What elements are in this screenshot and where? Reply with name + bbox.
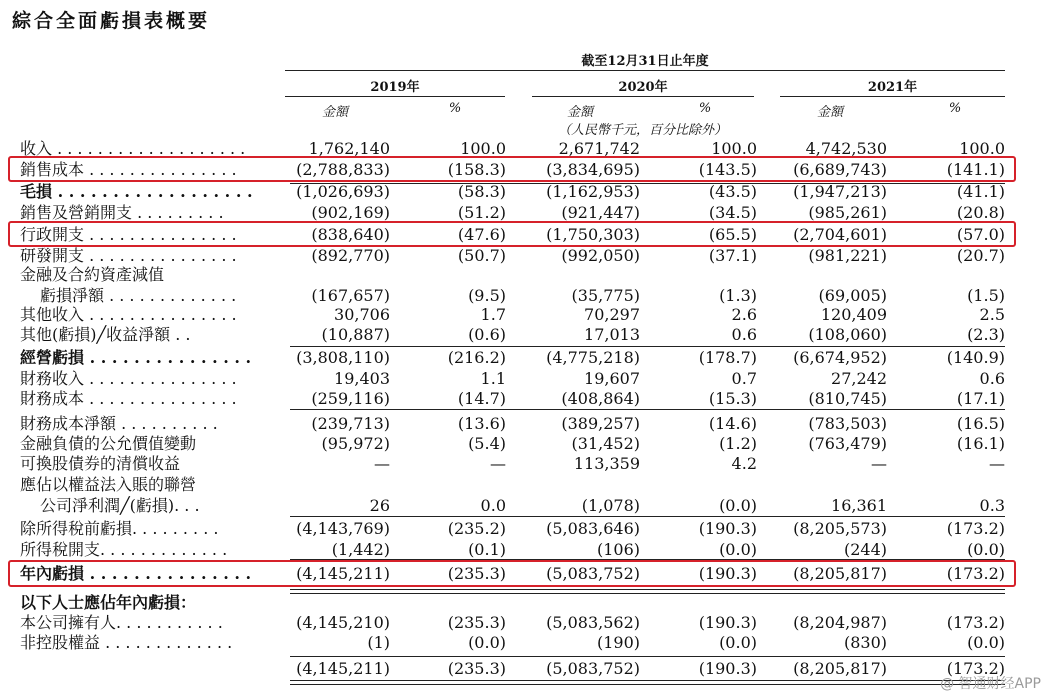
percent-cell: (143.5) <box>698 160 757 179</box>
table-row <box>0 324 1049 345</box>
table-row <box>0 592 1049 613</box>
table-row <box>0 264 1049 285</box>
year-2021-rule <box>780 96 1005 97</box>
percent-cell: (15.3) <box>708 389 757 408</box>
amount-cell: 4,742,530 <box>805 139 887 158</box>
year-2020-rule <box>532 96 754 97</box>
percent-cell: (190.3) <box>698 613 757 632</box>
amount-cell: (106) <box>596 540 640 559</box>
amount-cell: (5,083,752) <box>546 659 640 678</box>
percent-cell: (9.5) <box>468 286 506 305</box>
percent-cell: (173.2) <box>946 659 1005 678</box>
percent-cell: (20.7) <box>956 246 1005 265</box>
amount-cell: (902,169) <box>311 203 390 222</box>
percent-cell: 2.6 <box>731 305 757 324</box>
amount-cell: (35,775) <box>571 286 640 305</box>
percent-cell: (235.2) <box>447 519 506 538</box>
row-label: 應佔以權益法入賬的聯營 <box>20 475 197 494</box>
amount-cell: (3,834,695) <box>546 160 640 179</box>
row-label: 銷售成本 . . . . . . . . . . . . . . . <box>20 160 237 179</box>
amount-cell: (1,026,693) <box>296 182 390 201</box>
row-label: 金融及合約資產減值 <box>20 265 165 284</box>
amount-cell: (10,887) <box>321 325 390 344</box>
percent-cell: (0.0) <box>967 540 1005 559</box>
amount-cell: — <box>871 454 887 473</box>
amount-cell: (69,005) <box>818 286 887 305</box>
subtotal-rule-finance <box>290 409 1005 410</box>
row-label: 其他(虧損)╱收益淨額 . . <box>20 325 191 344</box>
table-row <box>0 453 1049 474</box>
amount-cell: (1,162,953) <box>546 182 640 201</box>
row-label: 非控股權益 . . . . . . . . . . . . . <box>20 633 233 652</box>
table-row <box>0 181 1049 202</box>
amount-cell: (1,947,213) <box>793 182 887 201</box>
amount-cell: (244) <box>843 540 887 559</box>
row-label: 經營虧損 . . . . . . . . . . . . . . . <box>20 348 252 367</box>
percent-cell: 0.7 <box>731 369 757 388</box>
amount-cell: 19,403 <box>334 369 390 388</box>
percent-cell: (173.2) <box>946 613 1005 632</box>
row-label: 本公司擁有人. . . . . . . . . . . <box>20 613 223 632</box>
amount-cell: 17,013 <box>584 325 640 344</box>
year-2019-header: 2019年 <box>370 80 420 95</box>
percent-cell: (1.5) <box>967 286 1005 305</box>
row-label: 可換股債券的清償收益 <box>20 454 181 473</box>
percent-cell: — <box>989 454 1005 473</box>
amount-cell: (1,442) <box>331 540 390 559</box>
percent-cell: 2.5 <box>979 305 1005 324</box>
amount-cell: (981,221) <box>808 246 887 265</box>
table-row <box>0 658 1049 679</box>
table-row <box>0 518 1049 539</box>
table-row <box>0 388 1049 409</box>
percent-cell: 100.0 <box>711 139 757 158</box>
watermark: @ 智通财经APP <box>940 676 1041 692</box>
percent-cell: (0.0) <box>468 633 506 652</box>
table-row <box>0 612 1049 633</box>
highlight-admin-expenses <box>8 221 1016 247</box>
amount-cell: (992,050) <box>561 246 640 265</box>
amount-cell: (4,145,211) <box>296 564 390 583</box>
percent-cell: (141.1) <box>946 160 1005 179</box>
percent-cell: (190.3) <box>698 659 757 678</box>
row-label: 行政開支 . . . . . . . . . . . . . . . <box>20 225 237 244</box>
percent-cell: 0.6 <box>731 325 757 344</box>
percent-cell: (13.6) <box>457 414 506 433</box>
amount-cell: (1,750,303) <box>546 225 640 244</box>
row-label: 收入 . . . . . . . . . . . . . . . . . . . <box>20 139 246 158</box>
percent-cell: 0.0 <box>480 496 506 515</box>
amount-cell: 16,361 <box>831 496 887 515</box>
row-label: 金融負債的公允價值變動 <box>20 434 197 453</box>
percent-cell: (235.3) <box>447 613 506 632</box>
amount-cell: (259,116) <box>311 389 390 408</box>
percent-cell: (173.2) <box>946 564 1005 583</box>
amount-cell: (108,060) <box>808 325 887 344</box>
percent-cell: (0.0) <box>719 633 757 652</box>
percent-cell: (178.7) <box>698 348 757 367</box>
subtotal-rule-pretax <box>290 516 1005 517</box>
table-row <box>0 285 1049 306</box>
table-row <box>0 632 1049 653</box>
percent-cell: 4.2 <box>731 454 757 473</box>
amount-cell: (838,640) <box>311 225 390 244</box>
percent-cell: (0.0) <box>719 540 757 559</box>
amount-cell: (2,788,833) <box>296 160 390 179</box>
amount-cell: (810,745) <box>808 389 887 408</box>
amount-cell: (8,205,817) <box>793 659 887 678</box>
amount-cell: (3,808,110) <box>296 348 390 367</box>
amount-cell: (8,204,987) <box>793 613 887 632</box>
subtotal-rule-gross <box>290 183 1005 184</box>
percent-cell: (190.3) <box>698 519 757 538</box>
percent-cell: (0.1) <box>468 540 506 559</box>
row-label: 銷售及營銷開支 . . . . . . . . . <box>20 203 224 222</box>
percent-cell: (5.4) <box>468 434 506 453</box>
amount-cell: (239,713) <box>311 414 390 433</box>
row-label: 年內虧損 . . . . . . . . . . . . . . . <box>20 564 252 583</box>
row-label: 財務收入 . . . . . . . . . . . . . . . <box>20 369 237 388</box>
amount-cell: (2,704,601) <box>793 225 887 244</box>
percent-cell: (51.2) <box>457 203 506 222</box>
amount-cell: (830) <box>843 633 887 652</box>
percent-cell: (0.0) <box>967 633 1005 652</box>
table-row <box>0 245 1049 266</box>
percent-cell: (140.9) <box>946 348 1005 367</box>
row-label: 虧損淨額 . . . . . . . . . . . . . <box>40 286 237 305</box>
amount-cell: (5,083,646) <box>546 519 640 538</box>
page-title: 綜合全面虧損表概要 <box>12 10 211 32</box>
amount-cell: (190) <box>596 633 640 652</box>
pct-header-2021: % <box>948 101 962 116</box>
amount-cell: 19,607 <box>584 369 640 388</box>
percent-cell: (43.5) <box>708 182 757 201</box>
percent-cell: (235.3) <box>447 564 506 583</box>
row-label: 研發開支 . . . . . . . . . . . . . . . <box>20 246 237 265</box>
table-row <box>0 413 1049 434</box>
percent-cell: (34.5) <box>708 203 757 222</box>
amount-cell: (6,674,952) <box>793 348 887 367</box>
percent-cell: (0.6) <box>468 325 506 344</box>
amount-cell: 70,297 <box>584 305 640 324</box>
amount-cell: (31,452) <box>571 434 640 453</box>
percent-cell: (16.1) <box>956 434 1005 453</box>
pct-header-2019: % <box>448 101 462 116</box>
amount-cell: 2,671,742 <box>558 139 640 158</box>
row-label: 公司淨利潤╱(虧損). . . <box>40 496 200 515</box>
amount-cell: (4,775,218) <box>546 348 640 367</box>
amount-cell: (1) <box>367 633 390 652</box>
row-label: 毛損 . . . . . . . . . . . . . . . . . . <box>20 182 253 201</box>
amount-cell: (4,145,210) <box>296 613 390 632</box>
amount-cell: (1,078) <box>581 496 640 515</box>
amount-cell: (921,447) <box>561 203 640 222</box>
amount-cell: 27,242 <box>831 369 887 388</box>
amount-cell: (892,770) <box>311 246 390 265</box>
percent-cell: (50.7) <box>457 246 506 265</box>
percent-cell: (14.6) <box>708 414 757 433</box>
percent-cell: (47.6) <box>457 225 506 244</box>
percent-cell: (158.3) <box>447 160 506 179</box>
percent-cell: (216.2) <box>447 348 506 367</box>
amount-cell: (408,864) <box>561 389 640 408</box>
amount-cell: (95,972) <box>321 434 390 453</box>
amount-cell: (763,479) <box>808 434 887 453</box>
percent-cell: (14.7) <box>457 389 506 408</box>
table-row <box>0 368 1049 389</box>
year-2021-header: 2021年 <box>867 80 918 95</box>
amount-cell: (4,143,769) <box>296 519 390 538</box>
double-rule-total <box>290 680 1005 685</box>
amount-cell: (8,205,573) <box>793 519 887 538</box>
amount-cell: (5,083,562) <box>546 613 640 632</box>
row-label: 以下人士應佔年內虧損： <box>20 593 197 612</box>
subtotal-rule-operating <box>290 346 1005 347</box>
percent-cell: (173.2) <box>946 519 1005 538</box>
highlight-cost-of-sales <box>8 156 1016 182</box>
percent-cell: 100.0 <box>959 139 1005 158</box>
subtotal-rule-attrib <box>290 656 1005 657</box>
percent-cell: (16.5) <box>956 414 1005 433</box>
amount-header-2021: 金額 <box>816 105 843 120</box>
amount-cell: (389,257) <box>561 414 640 433</box>
row-label: 財務成本淨額 . . . . . . . . . . <box>20 414 218 433</box>
amount-cell: (8,205,817) <box>793 564 887 583</box>
amount-cell: 26 <box>369 496 390 515</box>
percent-cell: (1.3) <box>719 286 757 305</box>
period-header: 截至12月31日止年度 <box>581 54 709 69</box>
amount-cell: (167,657) <box>311 286 390 305</box>
percent-cell: (41.1) <box>956 182 1005 201</box>
percent-cell: (58.3) <box>457 182 506 201</box>
amount-header-2020: 金額 <box>566 105 593 120</box>
amount-cell: 1,762,140 <box>308 139 390 158</box>
percent-cell: (2.3) <box>967 325 1005 344</box>
percent-cell: 0.6 <box>979 369 1005 388</box>
percent-cell: 1.1 <box>480 369 506 388</box>
percent-cell: 0.3 <box>979 496 1005 515</box>
percent-cell: (1.2) <box>719 434 757 453</box>
percent-cell: (37.1) <box>708 246 757 265</box>
year-2020-header: 2020年 <box>618 80 668 95</box>
amount-cell: 30,706 <box>334 305 390 324</box>
pct-header-2020: % <box>698 101 712 116</box>
percent-cell: (190.3) <box>698 564 757 583</box>
period-header-rule <box>285 70 1005 71</box>
percent-cell: (57.0) <box>956 225 1005 244</box>
amount-cell: (783,503) <box>808 414 887 433</box>
row-label: 其他收入 . . . . . . . . . . . . . . . <box>20 305 237 324</box>
percent-cell: (65.5) <box>708 225 757 244</box>
amount-cell: (6,689,743) <box>793 160 887 179</box>
percent-cell: 1.7 <box>480 305 506 324</box>
amount-cell: (5,083,752) <box>546 564 640 583</box>
percent-cell: (17.1) <box>956 389 1005 408</box>
row-label: 除所得稅前虧損. . . . . . . . . <box>20 519 219 538</box>
table-row <box>0 539 1049 560</box>
amount-cell: (985,261) <box>808 203 887 222</box>
amount-cell: 113,359 <box>573 454 640 473</box>
amount-cell: — <box>374 454 390 473</box>
amount-cell: (4,145,211) <box>296 659 390 678</box>
table-row <box>0 304 1049 325</box>
table-row <box>0 202 1049 223</box>
table-row <box>0 495 1049 516</box>
amount-cell: 120,409 <box>820 305 887 324</box>
percent-cell: — <box>490 454 506 473</box>
percent-cell: (20.8) <box>956 203 1005 222</box>
table-row <box>0 474 1049 495</box>
table-row <box>0 347 1049 368</box>
double-rule-year-loss <box>290 589 1005 594</box>
unit-note: （人民幣千元，百分比除外） <box>557 123 727 138</box>
percent-cell: (235.3) <box>447 659 506 678</box>
year-2019-rule <box>285 96 505 97</box>
table-row <box>0 433 1049 454</box>
row-label: 財務成本 . . . . . . . . . . . . . . . <box>20 389 237 408</box>
percent-cell: (0.0) <box>719 496 757 515</box>
percent-cell: 100.0 <box>460 139 506 158</box>
highlight-year-loss <box>8 560 1016 587</box>
amount-header-2019: 金額 <box>321 105 348 120</box>
row-label: 所得稅開支. . . . . . . . . . . . . <box>20 540 228 559</box>
